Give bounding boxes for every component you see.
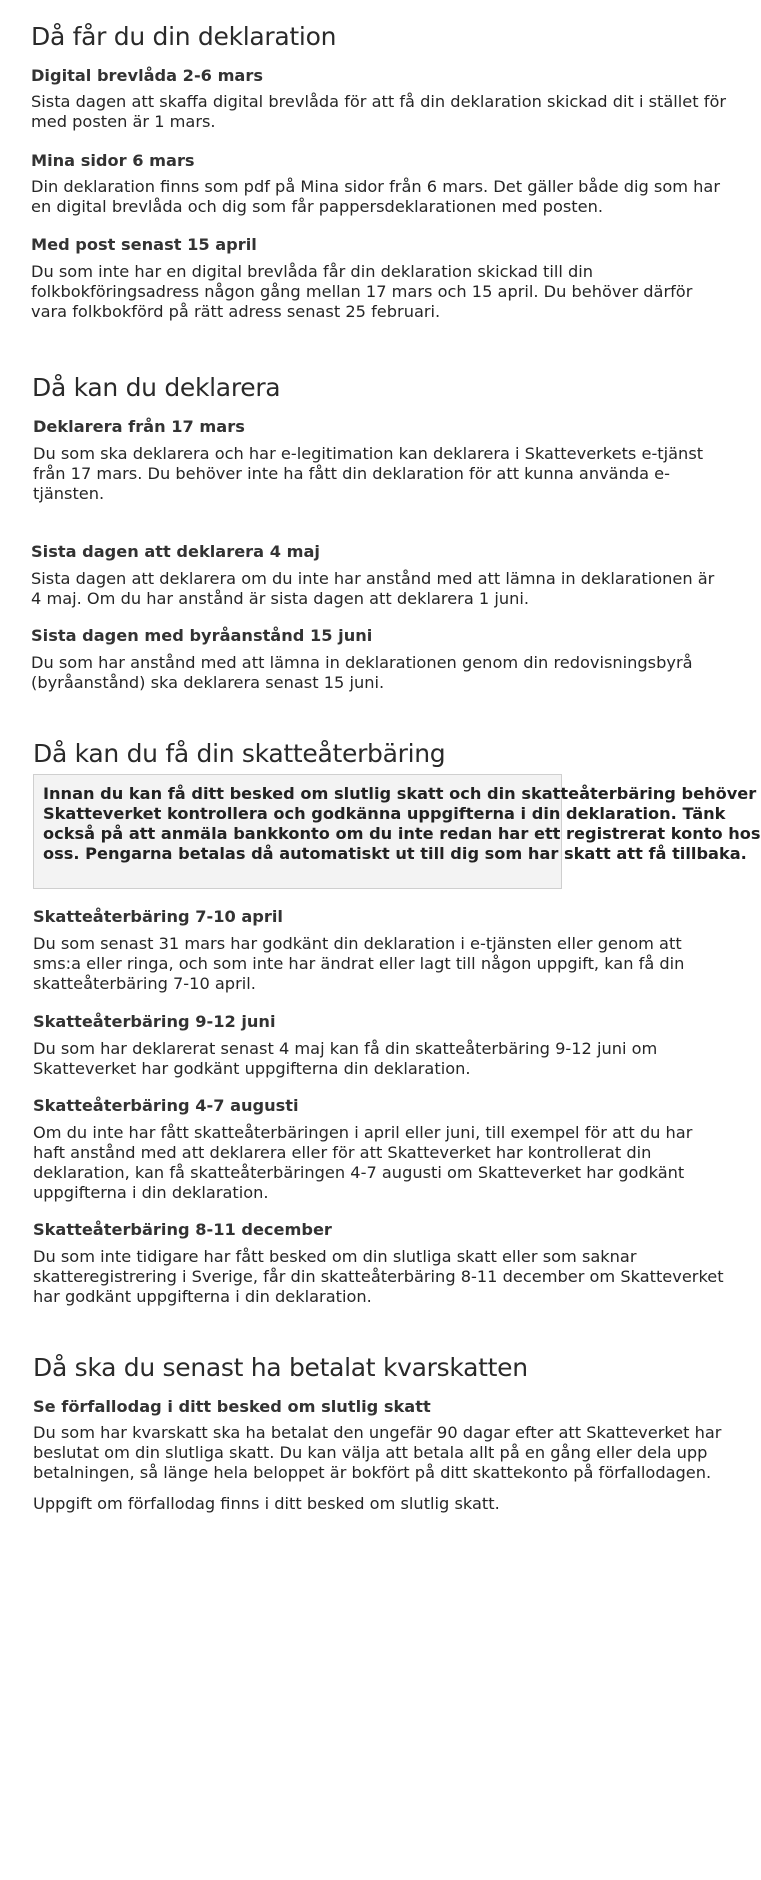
item-title: Skatteåterbäring 9-12 juni xyxy=(33,1012,276,1031)
item-text-line: Sista dagen att deklarera om du inte har anstånd med att lämna in deklarationen är xyxy=(31,569,715,588)
item-text-line: skatteåterbäring 7-10 april. xyxy=(33,974,256,993)
item-title: Med post senast 15 april xyxy=(31,235,257,254)
item-title: Mina sidor 6 mars xyxy=(31,151,195,170)
item-title: Se förfallodag i ditt besked om slutlig skatt xyxy=(33,1397,431,1416)
item-text-line: vara folkbokförd på rätt adress senast 25 februari. xyxy=(31,302,441,321)
item-text-line: Skatteverket har godkänt uppgifterna din deklaration. xyxy=(33,1059,471,1078)
heading-refund: Då kan du få din skatteåterbäring xyxy=(33,739,446,768)
due-date-info: Uppgift om förfallodag finns i ditt besked om slutlig skatt. xyxy=(33,1494,500,1513)
item-text-line: Du som inte tidigare har fått besked om din slutliga skatt eller som saknar xyxy=(33,1247,637,1266)
item-text-line: Du som senast 31 mars har godkänt din deklaration i e-tjänsten eller genom att xyxy=(33,934,682,953)
item-title: Digital brevlåda 2-6 mars xyxy=(31,66,263,85)
item-text-line: uppgifterna i din deklaration. xyxy=(33,1183,269,1202)
item-text-line: Om du inte har fått skatteåterbäringen i april eller juni, till exempel för att du har xyxy=(33,1123,693,1142)
item-text-line: Sista dagen att skaffa digital brevlåda för att få din deklaration skickad dit i stället för xyxy=(31,92,727,111)
item-title: Skatteåterbäring 8-11 december xyxy=(33,1220,332,1239)
item-text-line: (byråanstånd) ska deklarera senast 15 juni. xyxy=(31,673,385,692)
item-text-line: med posten är 1 mars. xyxy=(31,112,216,131)
item-text-line: Du som har kvarskatt ska ha betalat den ungefär 90 dagar efter att Skatteverket har xyxy=(33,1423,722,1442)
item-text-line: Din deklaration finns som pdf på Mina sidor från 6 mars. Det gäller både dig som har xyxy=(31,177,721,196)
item-text-line: Du som har anstånd med att lämna in deklarationen genom din redovisningsbyrå xyxy=(31,653,693,672)
item-text-line: folkbokföringsadress någon gång mellan 17 mars och 15 april. Du behöver därför xyxy=(31,282,693,301)
item-text-line: 4 maj. Om du har anstånd är sista dagen att deklarera 1 juni. xyxy=(31,589,529,608)
item-text-line: från 17 mars. Du behöver inte ha fått din deklaration för att kunna använda e- xyxy=(33,464,670,483)
heading-pay-remaining-tax: Då ska du senast ha betalat kvarskatten xyxy=(33,1353,528,1382)
item-text-line: Du som inte har en digital brevlåda får din deklaration skickad till din xyxy=(31,262,594,281)
item-text-line: Du som ska deklarera och har e-legitimation kan deklarera i Skatteverkets e-tjänst xyxy=(33,444,704,463)
item-text-line: Du som har deklarerat senast 4 maj kan få din skatteåterbäring 9-12 juni om xyxy=(33,1039,658,1058)
refund-notice-box xyxy=(33,774,761,889)
item-title: Skatteåterbäring 4-7 augusti xyxy=(33,1096,299,1115)
item-text-line: skatteregistrering i Sverige, får din skatteåterbäring 8-11 december om Skatteverket xyxy=(33,1267,724,1286)
item-text-line: sms:a eller ringa, och som inte har ändrat eller lagt till någon uppgift, kan få din xyxy=(33,954,685,973)
item-text-line: tjänsten. xyxy=(33,484,105,503)
item-title: Sista dagen med byråanstånd 15 juni xyxy=(31,626,373,645)
heading-receive-declaration: Då får du din deklaration xyxy=(31,22,337,51)
item-text-line: har godkänt uppgifterna i din deklaration. xyxy=(33,1287,372,1306)
notice-text-line: Innan du kan få ditt besked om slutlig skatt och din skatteåterbäring behöver xyxy=(43,784,757,803)
notice-text-line: Skatteverket kontrollera och godkänna uppgifterna i din deklaration. Tänk xyxy=(43,804,726,823)
notice-text-line: oss. Pengarna betalas då automatiskt ut till dig som har skatt att få tillbaka. xyxy=(43,844,747,863)
item-text-line: en digital brevlåda och dig som får pappersdeklarationen med posten. xyxy=(31,197,604,216)
notice-text-line: också på att anmäla bankkonto om du inte redan har ett registrerat konto hos xyxy=(43,824,761,843)
item-title: Deklarera från 17 mars xyxy=(33,417,245,436)
item-title: Skatteåterbäring 7-10 april xyxy=(33,907,283,926)
item-text-line: haft anstånd med att deklarera eller för att Skatteverket har kontrollerat din xyxy=(33,1143,652,1162)
item-text-line: betalningen, så länge hela beloppet är bokfört på ditt skattekonto på förfallodagen. xyxy=(33,1463,712,1482)
item-text-line: deklaration, kan få skatteåterbäringen 4-7 augusti om Skatteverket har godkänt xyxy=(33,1163,685,1182)
heading-declare: Då kan du deklarera xyxy=(32,373,281,402)
item-title: Sista dagen att deklarera 4 maj xyxy=(31,542,320,561)
item-text-line: beslutat om din slutliga skatt. Du kan välja att betala allt på en gång eller dela upp xyxy=(33,1443,708,1462)
